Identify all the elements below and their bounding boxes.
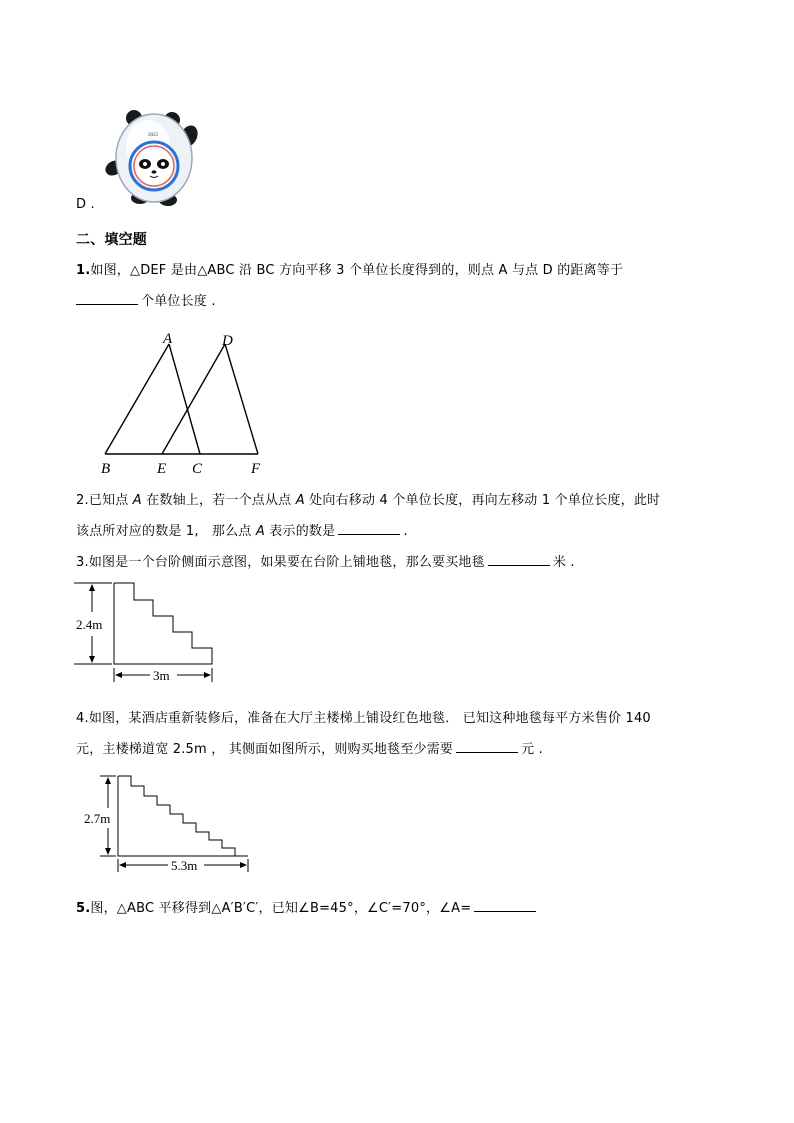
q2-line-2: 该点所对应的数是 1, 那么点 A 表示的数是 . <box>76 524 408 539</box>
label-d: D <box>222 333 233 349</box>
q5-line-1: 5.图，△ABC 平移得到△A′B′C′，已知∠B=45°，∠C′=70°，∠A= <box>76 897 539 916</box>
q1-line-2 <box>76 290 216 309</box>
q1-triangle-figure <box>96 330 271 478</box>
q5-number: 5. <box>76 901 91 916</box>
q3-number: 3. <box>76 555 89 570</box>
q4-stairs-figure <box>82 770 257 875</box>
label-a: A <box>163 331 173 347</box>
q4-line-2: 元，主楼梯道宽 2.5m ， 其侧面如图所示，则购买地毯至少需要 元 . <box>76 742 544 757</box>
line-ac <box>169 344 200 454</box>
q1-line-1 <box>76 259 623 278</box>
svg-text:2022: 2022 <box>148 133 158 138</box>
q3-width-label: 3m <box>153 668 170 683</box>
mascot-image <box>102 108 202 206</box>
label-f: F <box>251 461 261 477</box>
label-e: E <box>157 461 167 477</box>
q2-answer-blank[interactable] <box>338 522 400 535</box>
q4-number: 4. <box>76 711 89 726</box>
section-title: 二、填空题 <box>76 232 147 248</box>
q4-height-label: 2.7m <box>84 811 111 826</box>
line-df <box>225 344 258 454</box>
q4-answer-blank[interactable] <box>456 740 518 753</box>
q1-text-a: 如图，△DEF 是由△ABC 沿 BC 方向平移 3 个单位长度得到的，则点 A 与点 D 的距离等于 <box>90 263 624 278</box>
q3-line-1: 3.如图是一个台阶侧面示意图，如果要在台阶上铺地毯，那么要买地毯 米 . <box>76 555 575 570</box>
stairs-outline <box>118 776 248 856</box>
q2-point-a: A <box>132 493 142 508</box>
q2-number: 2. <box>76 493 89 508</box>
label-c: C <box>192 461 203 477</box>
q4-width-label: 5.3m <box>171 858 198 873</box>
q3-answer-blank[interactable] <box>488 553 550 566</box>
q1-answer-blank[interactable] <box>76 292 138 305</box>
option-d-label: D . <box>76 197 95 212</box>
q1-text-b: 个单位长度 . <box>141 294 216 309</box>
line-de <box>162 344 225 454</box>
stairs-outline <box>114 583 212 664</box>
q2-line-1: 2.已知点 A 在数轴上，若一个点从点 A 处向右移动 4 个单位长度，再向左移动 1 个单位长度，此时 <box>76 493 661 508</box>
line-ab <box>105 344 169 454</box>
label-b: B <box>101 461 111 477</box>
q3-stairs-figure <box>74 578 219 688</box>
q5-answer-blank[interactable] <box>474 899 536 912</box>
q1-number: 1. <box>76 263 91 278</box>
q4-line-1: 4.如图，某酒店重新装修后，准备在大厅主楼梯上铺设红色地毯． 已知这种地毯每平方米售价 140 <box>76 711 651 726</box>
q3-height-label: 2.4m <box>76 617 103 632</box>
